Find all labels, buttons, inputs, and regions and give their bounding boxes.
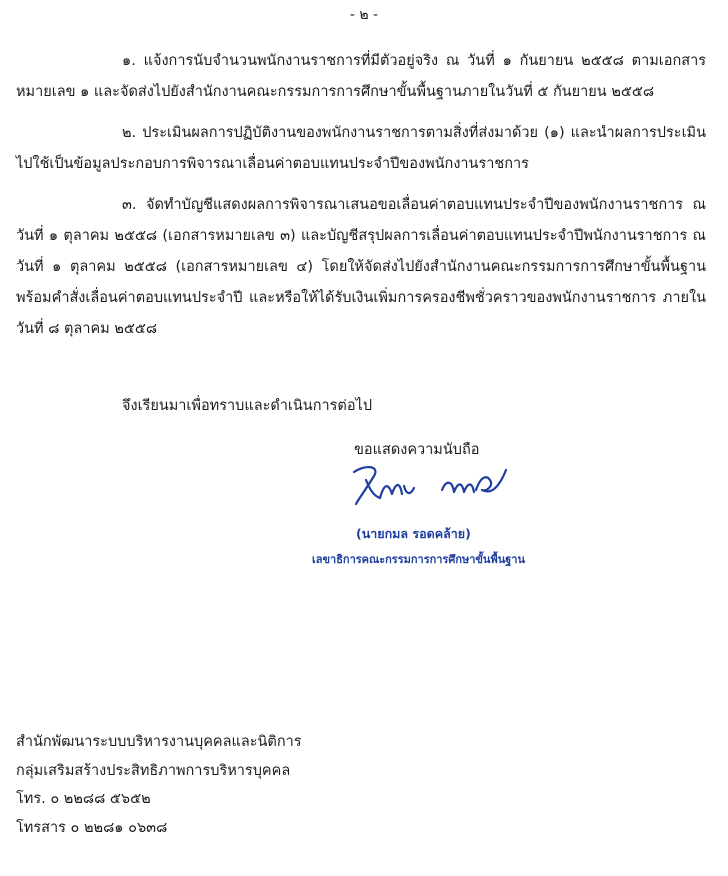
- document-body: [16, 46, 706, 355]
- signer-title: เลขาธิการคณะกรรมการการศึกษาขั้นพื้นฐาน: [312, 553, 525, 566]
- handwritten-signature-icon: [344, 460, 514, 508]
- footer-contact: [16, 728, 302, 842]
- signer-name: (นายกมล รอดคล้าย): [356, 526, 471, 541]
- page-number: - ๒ -: [349, 7, 379, 23]
- footer-group: กลุ่มเสริมสร้างประสิทธิภาพการบริหารบุคคล: [16, 762, 291, 779]
- footer-office: สำนักพัฒนาระบบบริหารงานบุคคลและนิติการ: [16, 734, 302, 750]
- paragraph-item-1: ๑. แจ้งการนับจำนวนพนักงานราชการที่มีตัวอยู่จริง ณ วันที่ ๑ กันยายน ๒๕๕๘ ตามเอกสารหมายเลข ๑ และจัดส่งไปยังสำนักงานคณะกรรมการการศึกษาขั้นพื้นฐานภายในวันที่ ๕ กันยายน ๒๕๕๘: [16, 53, 706, 100]
- footer-phone: โทร. ๐ ๒๒๘๘ ๕๖๕๒: [16, 791, 151, 807]
- closing-statement: จึงเรียนมาเพื่อทราบและดำเนินการต่อไป: [122, 398, 373, 414]
- footer-fax: โทรสาร ๐ ๒๒๘๑ ๐๖๓๘: [16, 819, 168, 836]
- paragraph-item-2: ๒. ประเมินผลการปฏิบัติงานของพนักงานราชการตามสิ่งที่ส่งมาด้วย (๑) และนำผลการประเมินไปใช้เป็นข้อมูลประกอบการพิจารณาเลื่อนค่าตอบแทนประจำปีของพนักงานราชการ: [16, 125, 706, 172]
- regards-line: ขอแสดงความนับถือ: [354, 442, 480, 458]
- paragraph-item-3: ๓. จัดทำบัญชีแสดงผลการพิจารณาเสนอขอเลื่อนค่าตอบแทนประจำปีของพนักงานราชการ ณ วันที่ ๑ ตุลาคม ๒๕๕๘ (เอกสารหมายเลข ๓) และบัญชีสรุปผลการเลื่อนค่าตอบแทนประจำปีพนักงานราชการ ณ วันที่ ๑ ตุลาคม ๒๕๕๘ (เอกสารหมายเลข ๔) โดยให้จัดส่งไปยังสำนักงานคณะกรรมการการศึกษาขั้นพื้นฐาน พร้อมคำสั่งเลื่อนค่าตอบแทนประจำปี และหรือให้ได้รับเงินเพิ่มการครองชีพชั่วคราวของพนักงานราชการ ภายในวันที่ ๘ ตุลาคม ๒๕๕๘: [16, 197, 706, 337]
